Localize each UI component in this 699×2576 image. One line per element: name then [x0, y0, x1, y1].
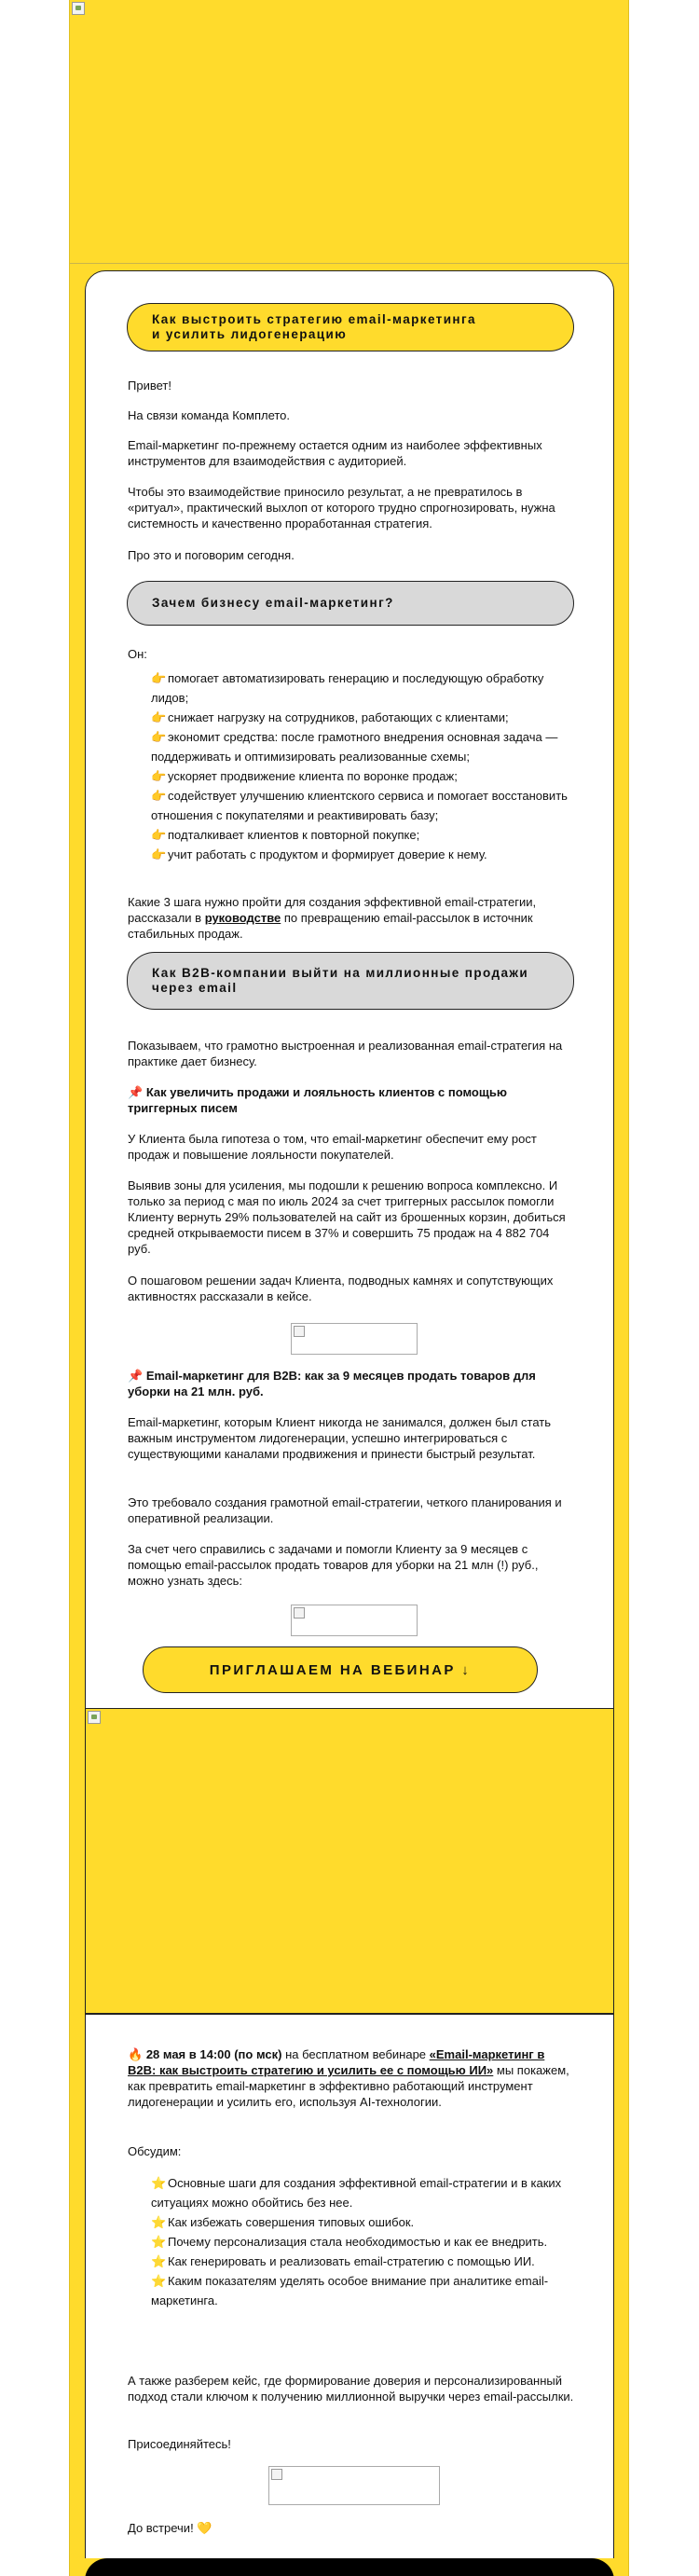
pointing-hand-icon: 👉 [151, 828, 167, 842]
list-item: ⭐ Как избежать совершения типовых ошибок. [151, 2212, 575, 2232]
list-item: 👉 содействует улучшению клиентского сервиса и помогает восстановить отношения с покупателями и реактивировать базу; [151, 786, 575, 825]
pointing-hand-icon: 👉 [151, 789, 167, 803]
case2-button-image[interactable] [291, 1605, 418, 1636]
hero-banner-image [70, 0, 628, 264]
webinar-banner-image [85, 1708, 614, 2014]
star-icon: ⭐ [151, 2254, 167, 2268]
pointing-hand-icon: 👉 [151, 847, 167, 861]
team-text: На связи команда Комплето. [128, 408, 291, 422]
join-text: Присоединяйтесь! [128, 2437, 231, 2451]
pushpin-icon: 📌 [128, 1085, 144, 1099]
list-item: 👉 учит работать с продуктом и формирует доверие к нему. [151, 845, 575, 864]
pointing-hand-icon: 👉 [151, 710, 167, 724]
pointing-hand-icon: 👉 [151, 730, 167, 744]
intro-paragraph-2: Чтобы это взаимодействие приносило результат, а не превратилось в «ритуал», практический выхлоп от которого трудно спрогнозировать, нужна системность и качественно проработанная стратегия. [128, 485, 555, 530]
broken-image-icon [72, 2, 85, 15]
webinar-card [85, 2014, 614, 2558]
list-item: 👉 помогает автоматизировать генерацию и последующую обработку лидов; [151, 668, 575, 708]
guide-link[interactable]: руководстве [204, 911, 281, 925]
farewell-text: До встречи! 💛 [128, 2521, 212, 2535]
cases-intro: Показываем, что грамотно выстроенная и реализованная email-стратегия на практике дает бизнесу. [128, 1039, 563, 1068]
heading-b2b-sales: Как B2B-компании выйти на миллионные продажи через email [127, 952, 574, 1010]
list-item: 👉 ускоряет продвижение клиента по воронке продаж; [151, 766, 575, 786]
case1-paragraph-3: О пошаговом решении задач Клиента, подводных камнях и сопутствующих активностях рассказали в кейсе. [128, 1274, 554, 1303]
fire-icon: 🔥 [128, 2047, 144, 2061]
footer-bar [85, 2558, 614, 2576]
heading-why-email: Зачем бизнесу email-маркетинг? [127, 581, 574, 626]
list-item: ⭐ Каким показателям уделять особое внимание при аналитике email-маркетинга. [151, 2271, 575, 2310]
list-item: 👉 подталкивает клиентов к повторной покупке; [151, 825, 575, 845]
register-button-image[interactable] [268, 2466, 440, 2505]
case2-paragraph-2: Это требовало создания грамотной email-стратегии, четкого планирования и оперативной реализации. [128, 1495, 562, 1525]
intro-paragraph-3: Про это и поговорим сегодня. [128, 548, 295, 562]
webinar-case-note: А также разберем кейс, где формирование доверия и персонализированный подход стали ключом к получению миллионной выручки через email-рассылки. [128, 2374, 574, 2404]
case1-paragraph-2: Выявив зоны для усиления, мы подошли к решению вопроса комплексно. И только за период с мая по июль 2024 за счет триггерных рассылок помогли Клиенту вернуть 29% пользователей на сайт из брошенных корзин, добиться средней открываемости писем в 37% и совершить 75 продаж на 4 882 704 руб. [128, 1178, 566, 1256]
why-lead-text: Он: [128, 647, 147, 661]
case2-paragraph-1: Email-маркетинг, которым Клиент никогда не занимался, должен был стать важным инструментом лидогенерации, успешно интегрироваться с существующими каналами продвижения и принести быстрый результат. [128, 1415, 552, 1461]
star-icon: ⭐ [151, 2215, 167, 2229]
list-item: 👉 экономит средства: после грамотного внедрения основная задача — поддерживать и оптимизировать реализованные схемы; [151, 727, 575, 766]
email-container [69, 0, 629, 2576]
intro-paragraph-1: Email-маркетинг по-прежнему остается одним из наиболее эффективных инструментов для взаимодействия с аудиторией. [128, 438, 542, 468]
content-card [85, 270, 614, 1771]
benefits-list [151, 668, 575, 864]
case1-button-image[interactable] [291, 1323, 418, 1355]
case2-paragraph-3: За счет чего справились с задачами и помогли Клиенту за 9 месяцев с помощью email-рассылок продать товаров для уборки на 21 млн (!) руб., можно узнать здесь: [128, 1542, 539, 1588]
list-item: 👉 снижает нагрузку на сотрудников, работающих с клиентами; [151, 708, 575, 727]
list-item: ⭐ Почему персонализация стала необходимостью и как ее внедрить. [151, 2232, 575, 2252]
list-item: ⭐ Основные шаги для создания эффективной email-стратегии и в каких ситуациях можно обойтись без нее. [151, 2173, 575, 2212]
webinar-announcement: 🔥 28 мая в 14:00 (по мск) на бесплатном вебинаре «Email-маркетинг в B2B: как выстроить стратегию и усилить ее с помощью ИИ» мы покажем, как превратить email-маркетинг в эффективно работающий инструмент лидогенерации и усилить его, используя AI-технологии. [128, 2047, 569, 2109]
webinar-topics-list [151, 2173, 575, 2310]
star-icon: ⭐ [151, 2235, 167, 2249]
guide-paragraph: Какие 3 шага нужно пройти для создания эффективной email-стратегии, рассказали в руководстве по превращению email-рассылок в источник стабильных продаж. [128, 895, 537, 941]
case1-title: 📌 Как увеличить продажи и лояльность клиентов с помощью триггерных писем [128, 1085, 507, 1115]
star-icon: ⭐ [151, 2274, 167, 2288]
case1-paragraph-1: У Клиента была гипотеза о том, что email-маркетинг обеспечит ему рост продаж и повышение лояльности покупателей. [128, 1132, 537, 1162]
case2-title: 📌 Email-маркетинг для B2B: как за 9 месяцев продать товаров для уборки на 21 млн. руб. [128, 1369, 536, 1398]
greeting-text: Привет! [128, 379, 171, 393]
pointing-hand-icon: 👉 [151, 671, 167, 685]
webinar-invite-button[interactable]: ПРИГЛАШАЕМ НА ВЕБИНАР ↓ [143, 1646, 538, 1693]
star-icon: ⭐ [151, 2176, 167, 2190]
list-item: ⭐ Как генерировать и реализовать email-стратегию с помощью ИИ. [151, 2252, 575, 2271]
webinar-title-link[interactable]: «Email-маркетинг в B2B: как выстроить стратегию и усилить ее с помощью ИИ» [128, 2047, 545, 2077]
broken-image-icon [88, 1711, 101, 1724]
pointing-hand-icon: 👉 [151, 769, 167, 783]
discuss-label: Обсудим: [128, 2144, 182, 2158]
heading-strategy: Как выстроить стратегию email-маркетинга и усилить лидогенерацию [127, 303, 574, 351]
pushpin-icon: 📌 [128, 1369, 144, 1383]
